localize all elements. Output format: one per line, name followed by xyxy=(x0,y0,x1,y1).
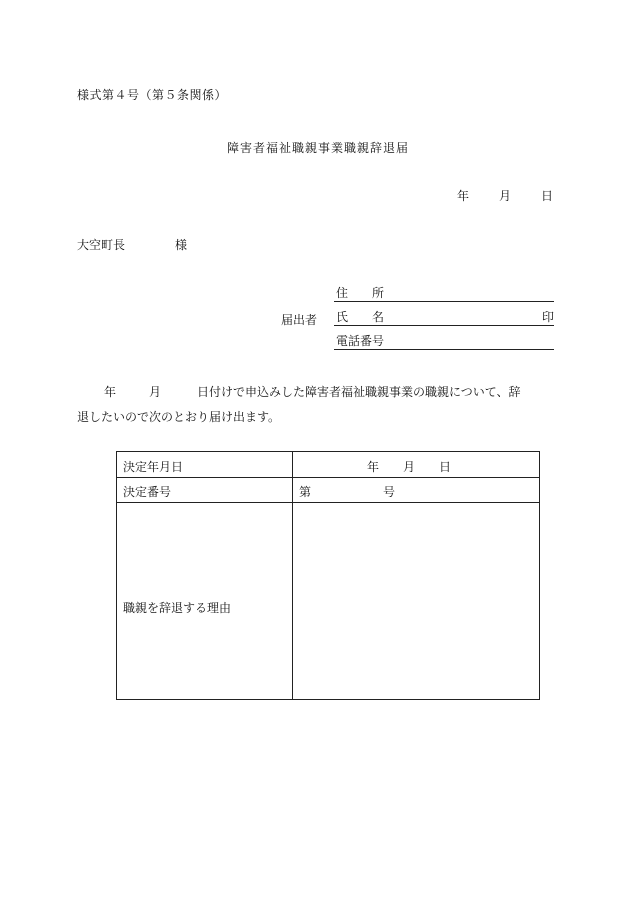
number-suffix: 号 xyxy=(383,485,396,499)
decision-table xyxy=(116,451,540,700)
applicant-label: 届出者 xyxy=(281,313,318,327)
number-prefix: 第 xyxy=(299,485,312,499)
date-month: 月 xyxy=(498,189,511,203)
addressee-honorific: 様 xyxy=(175,238,188,252)
document-title: 障害者福祉職親事業職親辞退届 xyxy=(226,141,409,155)
phone-label: 電話番号 xyxy=(336,334,385,348)
body-year: 年 xyxy=(104,385,117,399)
date-day: 日 xyxy=(540,189,553,203)
form-number: 様式第４号（第５条関係） xyxy=(77,88,228,102)
date-year: 年 xyxy=(456,189,469,203)
decision-day: 日 xyxy=(439,460,452,474)
body-text-line-2: 退したいので次のとおり届け出ます。 xyxy=(77,410,281,424)
phone-field[interactable] xyxy=(334,333,554,350)
table-row-decision-date xyxy=(117,452,539,478)
table-row-reason xyxy=(117,503,539,700)
body-month: 月 xyxy=(149,385,162,399)
decision-date-label: 決定年月日 xyxy=(123,460,184,474)
body-text-line-1 xyxy=(104,383,521,400)
decision-month: 月 xyxy=(403,460,416,474)
addressee-name: 大空町長 xyxy=(77,238,126,252)
decision-year: 年 xyxy=(367,460,380,474)
table-divider xyxy=(292,503,293,700)
reason-label: 職親を辞退する理由 xyxy=(123,601,232,615)
address-label: 住 所 xyxy=(336,286,385,300)
decision-number-label: 決定番号 xyxy=(123,485,172,499)
address-field[interactable] xyxy=(334,285,554,302)
seal-mark: 印 xyxy=(541,310,554,324)
decision-date-value[interactable] xyxy=(367,458,451,475)
table-divider xyxy=(292,478,293,502)
name-field[interactable] xyxy=(334,309,554,326)
body-text-rest: 日付けで申込みした障害者福祉職親事業の職親について、辞 xyxy=(197,385,521,399)
table-row-decision-number xyxy=(117,478,539,503)
submission-date xyxy=(457,187,553,204)
table-divider xyxy=(292,452,293,477)
name-label: 氏 名 xyxy=(336,310,385,324)
decision-number-value[interactable] xyxy=(299,483,395,500)
addressee xyxy=(77,236,187,253)
